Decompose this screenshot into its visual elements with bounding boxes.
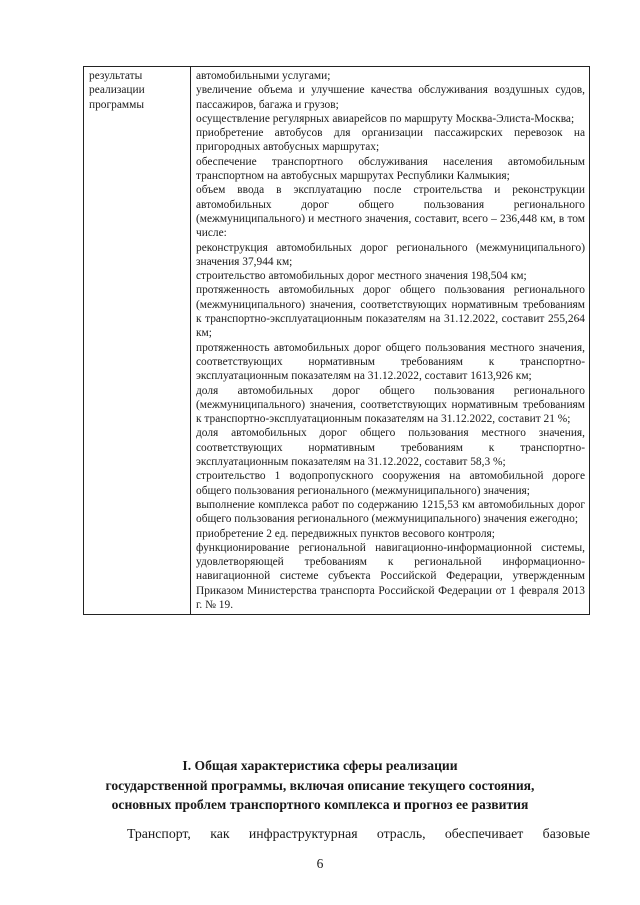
result-item: выполнение комплекса работ по содержанию 1215,53 км автомобильных дорог общего пользования регионального (межмуниципального) значения ежегодно;	[196, 498, 585, 526]
label-line: программы	[89, 98, 144, 111]
result-item: доля автомобильных дорог общего пользования местного значения, соответствующих нормативным требованиям к транспортно-эксплуатационным показателям на 31.12.2022, составит 58,3 %;	[196, 427, 585, 469]
table-row	[84, 67, 590, 615]
result-item: протяженность автомобильных дорог общего пользования местного значения, соответствующих нормативным требованиям к транспортно-эксплуатационным показателям на 31.12.2022, составит 1613,926 км;	[196, 341, 585, 383]
result-item: функционирование региональной навигационно-информационной системы, удовлетворяющей требованиям к региональной информационно-навигационной системе субъекта Российской Федерации, утвержденным Приказом Министерства транспорта Российской Федерации от 1 февраля 2013 г. № 19.	[196, 541, 585, 611]
result-item: приобретение 2 ед. передвижных пунктов весового контроля;	[196, 527, 495, 540]
result-item: строительство автомобильных дорог местного значения 198,504 км;	[196, 270, 527, 283]
result-item: обеспечение транспортного обслуживания населения автомобильным транспортном на автобусных маршрутах Республики Калмыкия;	[196, 155, 585, 183]
result-item: приобретение автобусов для организации пассажирских перевозок на пригородных автобусных маршрутах;	[196, 127, 585, 154]
result-item: строительство 1 водопропускного сооружения на автомобильной дороге общего пользования регионального (межмуниципального) значения;	[196, 470, 585, 497]
results-content-cell	[191, 67, 590, 615]
section-title-line: основных проблем транспортного комплекса и прогноз ее развития	[111, 797, 529, 812]
body-paragraph: Транспорт, как инфраструктурная отрасль, обеспечивает базовые	[127, 826, 590, 841]
section-title-line: государственной программы, включая описание текущего состояния,	[105, 777, 535, 793]
result-item: реконструкция автомобильных дорог регионального (межмуниципального) значения 37,944 км;	[196, 241, 585, 268]
result-item: увеличение объема и улучшение качества обслуживания воздушных судов, пассажиров, багажа и грузов;	[196, 84, 585, 111]
section-title-line: I. Общая характеристика сферы реализации	[182, 758, 458, 773]
results-table	[83, 66, 590, 615]
result-item: объем ввода в эксплуатацию после строительства и реконструкции автомобильных дорог общего пользования регионального (межмуниципального) и местного значения, составит, всего – 236,448 км, в том числе:	[196, 184, 585, 240]
page-number: 6	[316, 856, 324, 871]
result-item: автомобильными услугами;	[196, 70, 331, 82]
label-line: результаты	[89, 70, 143, 82]
result-item: осуществление регулярных авиарейсов по маршруту Москва-Элиста-Москва;	[196, 112, 575, 125]
section-title	[60, 756, 580, 815]
result-item: доля автомобильных дорог общего пользования регионального (межмуниципального) значения, соответствующих нормативным требованиям к транспортно-эксплуатационным показателям на 31.12.2022, составит 21 %;	[196, 384, 585, 426]
result-item: протяженность автомобильных дорог общего пользования регионального (межмуниципального) значения, соответствующих нормативным требованиям к транспортно-эксплуатационным показателям на 31.12.2022, составит 255,264 км;	[196, 284, 585, 340]
label-line: реализации	[89, 84, 145, 97]
results-label-cell	[84, 67, 191, 615]
